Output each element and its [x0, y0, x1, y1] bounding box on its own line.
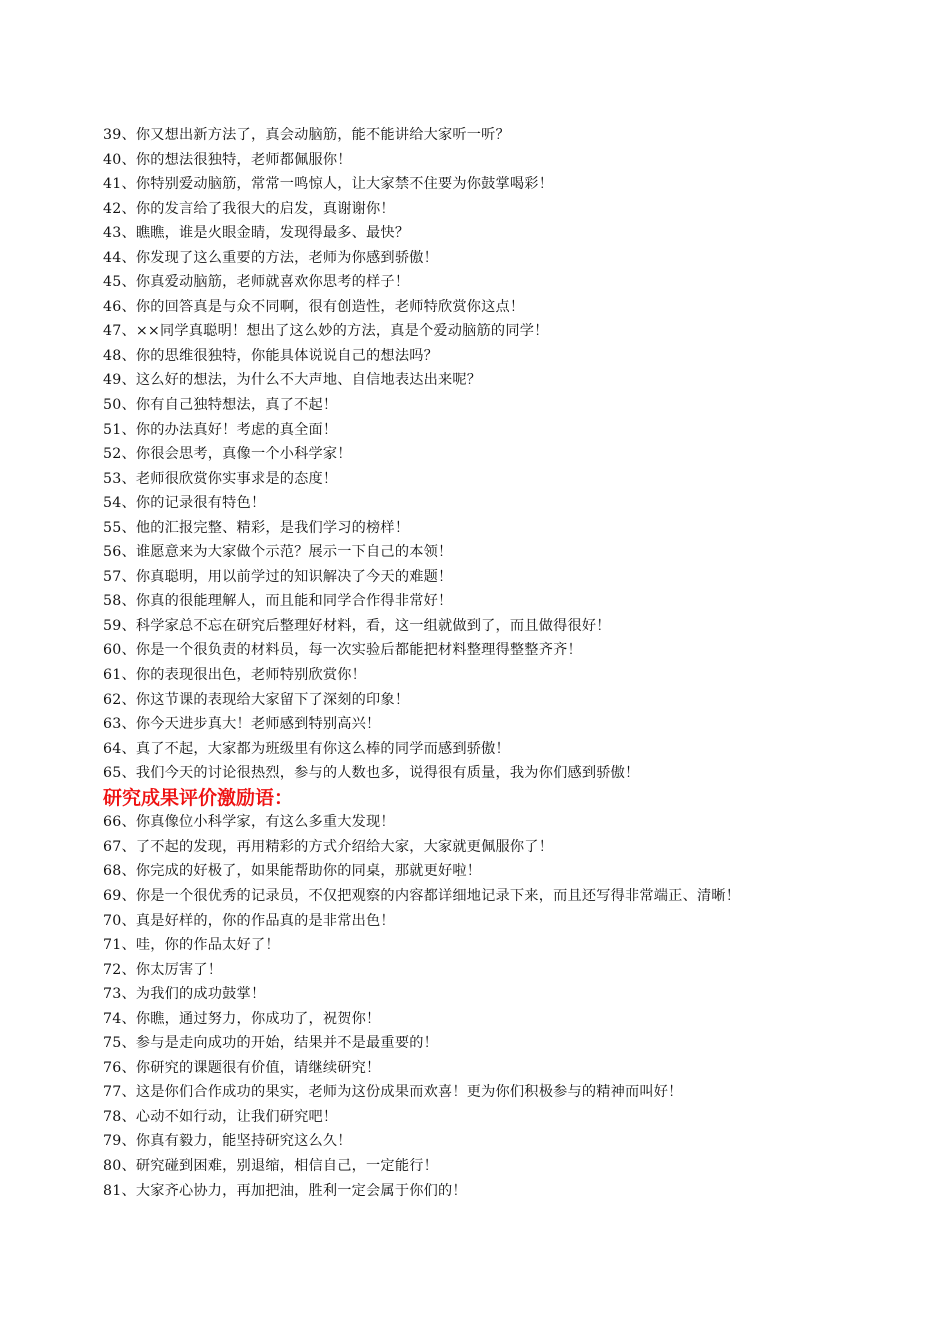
list-item: 47、××同学真聪明！想出了这么妙的方法，真是个爱动脑筋的同学！	[103, 323, 549, 340]
list-item: 80、研究碰到困难，别退缩，相信自己，一定能行！	[103, 1157, 438, 1174]
list-item: 77、这是你们合作成功的果实，老师为这份成果而欢喜！更为你们积极参与的精神而叫好！	[103, 1084, 683, 1101]
list-item: 39、你又想出新方法了，真会动脑筋，能不能讲给大家听一听？	[103, 127, 510, 143]
list-item: 45、你真爱动脑筋，老师就喜欢你思考的样子！	[103, 274, 410, 291]
list-item: 71、哇，你的作品太好了！	[103, 937, 280, 954]
list-item: 42、你的发言给了我很大的启发，真谢谢你！	[103, 200, 395, 217]
list-item: 43、瞧瞧，谁是火眼金睛，发现得最多、最快？	[103, 225, 410, 242]
list-item: 66、你真像位小科学家，有这么多重大发现！	[103, 814, 395, 831]
list-item: 53、老师很欣赏你实事求是的态度！	[103, 470, 338, 487]
list-item: 63、你今天进步真大！老师感到特别高兴！	[103, 716, 381, 733]
list-item: 81、大家齐心协力，再加把油，胜利一定会属于你们的！	[103, 1182, 467, 1199]
list-item: 44、你发现了这么重要的方法，老师为你感到骄傲！	[103, 249, 438, 266]
list-item: 55、他的汇报完整、精彩，是我们学习的榜样！	[103, 519, 410, 536]
list-item: 62、你这节课的表现给大家留下了深刻的印象！	[103, 691, 410, 708]
list-item: 50、你有自己独特想法，真了不起！	[103, 397, 338, 414]
list-item: 51、你的办法真好！考虑的真全面！	[103, 421, 338, 438]
list-item: 79、你真有毅力，能坚持研究这么久！	[103, 1133, 352, 1150]
list-item: 49、这么好的想法，为什么不大声地、自信地表达出来呢？	[103, 372, 482, 389]
list-item: 65、我们今天的讨论很热烈，参与的人数也多，说得很有质量，我为你们感到骄傲！	[103, 765, 640, 782]
list-item: 78、心动不如行动，让我们研究吧！	[103, 1108, 338, 1125]
list-item: 76、你研究的课题很有价值，请继续研究！	[103, 1059, 381, 1076]
list-item: 74、你瞧，通过努力，你成功了，祝贺你！	[103, 1010, 381, 1027]
list-item: 69、你是一个很优秀的记录员，不仅把观察的内容都详细地记录下来，而且还写得非常端正、清晰！	[103, 887, 741, 904]
encouragement-list-b	[103, 810, 903, 1203]
list-item: 73、为我们的成功鼓掌！	[103, 986, 266, 1003]
list-item: 58、你真的很能理解人，而且能和同学合作得非常好！	[103, 593, 453, 610]
list-item: 57、你真聪明，用以前学过的知识解决了今天的难题！	[103, 568, 453, 585]
list-item: 68、你完成的好极了，如果能帮助你的同桌，那就更好啦！	[103, 863, 482, 880]
list-item: 41、你特别爱动脑筋，常常一鸣惊人，让大家禁不住要为你鼓掌喝彩！	[103, 176, 554, 193]
list-item: 61、你的表现很出色，老师特别欣赏你！	[103, 667, 367, 684]
list-item: 56、谁愿意来为大家做个示范？展示一下自己的本领！	[103, 544, 453, 561]
list-item: 40、你的想法很独特，老师都佩服你！	[103, 151, 352, 168]
list-item: 60、你是一个很负责的材料员，每一次实验后都能把材料整理得整整齐齐！	[103, 642, 582, 659]
list-item: 54、你的记录很有特色！	[103, 495, 266, 512]
list-item: 75、参与是走向成功的开始，结果并不是最重要的！	[103, 1035, 438, 1052]
document-page	[103, 123, 903, 1203]
list-item: 64、真了不起，大家都为班级里有你这么棒的同学而感到骄傲！	[103, 740, 510, 757]
list-item: 59、科学家总不忘在研究后整理好材料，看，这一组就做到了，而且做得很好！	[103, 617, 611, 634]
list-item: 67、了不起的发现，再用精彩的方式介绍给大家，大家就更佩服你了！	[103, 838, 554, 855]
encouragement-list-a	[103, 123, 903, 786]
list-item: 46、你的回答真是与众不同啊，很有创造性，老师特欣赏你这点！	[103, 298, 525, 315]
list-item: 72、你太厉害了！	[103, 961, 223, 978]
list-item: 48、你的思维很独特，你能具体说说自己的想法吗？	[103, 347, 438, 364]
list-item: 52、你很会思考，真像一个小科学家！	[103, 446, 352, 463]
list-item: 70、真是好样的，你的作品真的是非常出色！	[103, 912, 395, 929]
section-heading: 研究成果评价激励语：	[103, 786, 294, 809]
